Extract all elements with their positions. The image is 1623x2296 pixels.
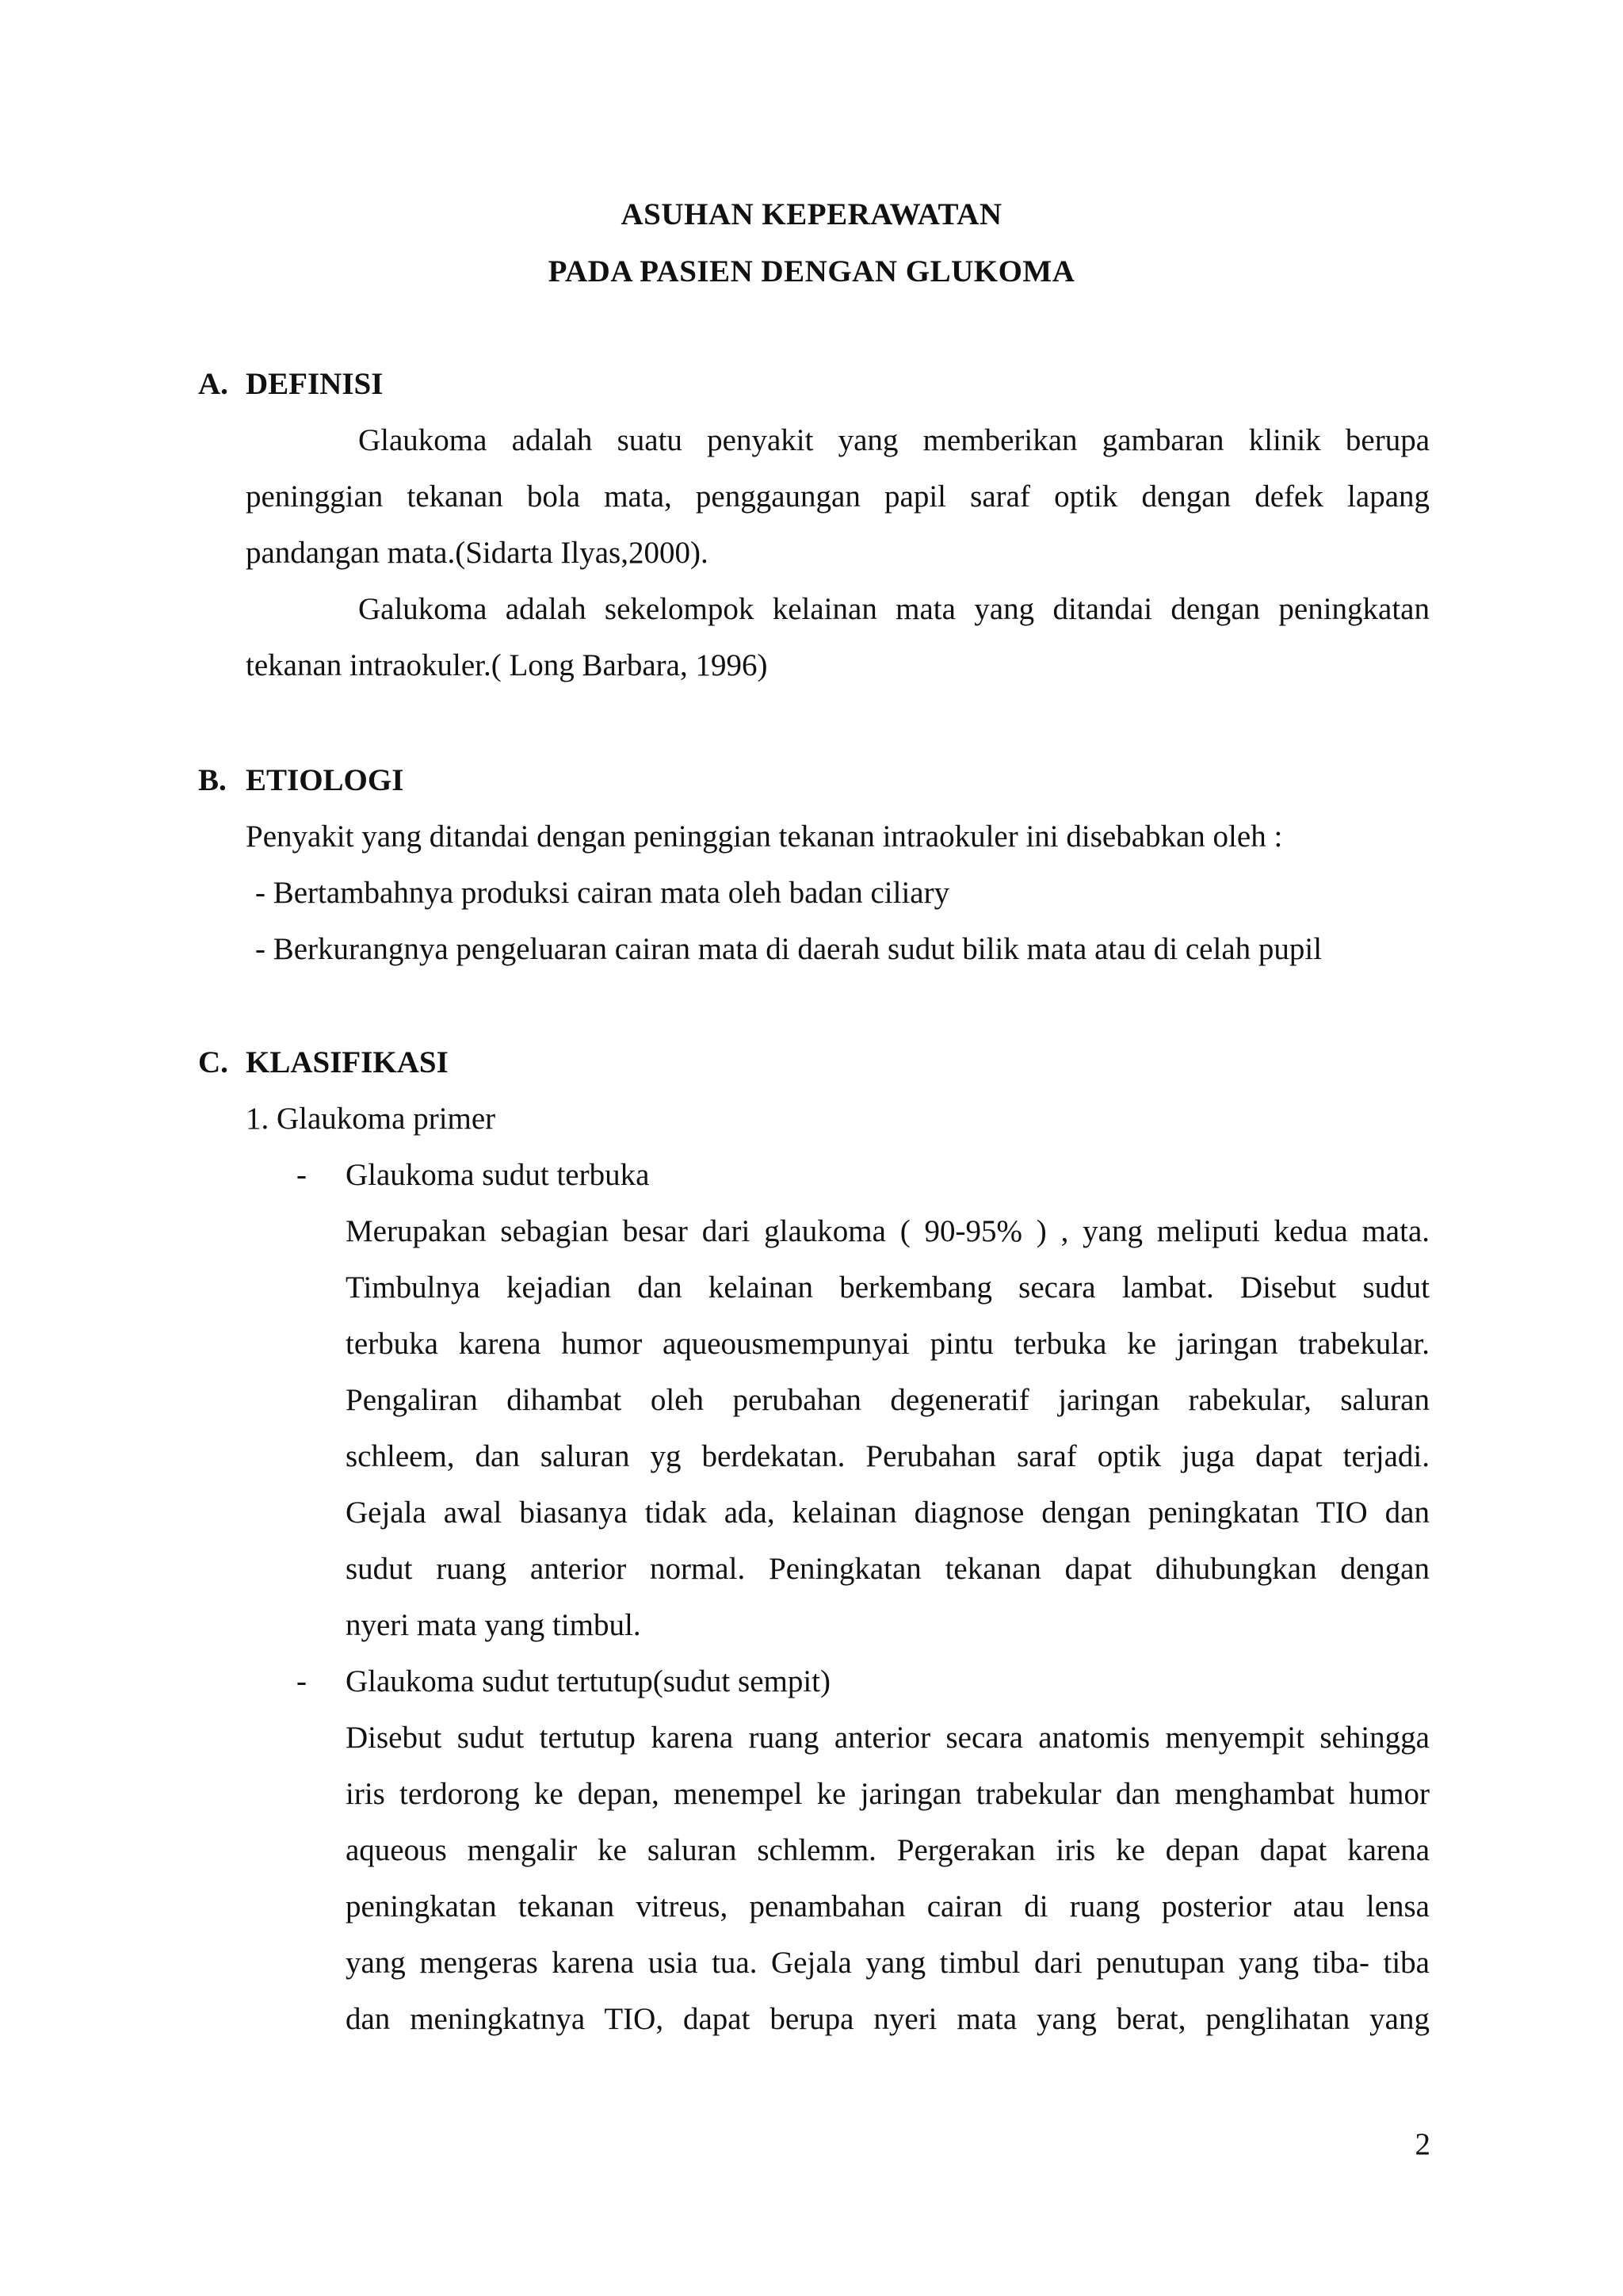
etiologi-item-2: - Berkurangnya pengeluaran cairan mata di daerah sudut bilik mata atau di celah pupil — [255, 932, 1323, 966]
etiologi-intro: Penyakit yang ditandai dengan peninggian tekanan intraokuler ini disebabkan oleh : — [246, 819, 1283, 854]
klasifikasi-item-1: 1. Glaukoma primer — [246, 1102, 496, 1136]
sub-item-2-line-6: dan meningkatnya TIO, dapat berupa nyeri mata yang berat, penglihatan yang — [346, 2002, 1430, 2036]
definisi-line-1: Glaukoma adalah suatu penyakit yang memberikan gambaran klinik berupa — [358, 423, 1430, 457]
sub-item-1-line-2: Timbulnya kejadian dan kelainan berkembang secara lambat. Disebut sudut — [346, 1270, 1430, 1305]
sub-item-2-line-2: iris terdorong ke depan, menempel ke jaringan trabekular dan menghambat humor — [346, 1777, 1430, 1811]
sub-item-1-line-8: nyeri mata yang timbul. — [346, 1608, 641, 1642]
sub-item-1-dash: - — [296, 1158, 307, 1192]
section-c-heading — [198, 1045, 449, 1080]
sub-item-2-title: Glaukoma sudut tertutup(sudut sempit) — [346, 1664, 831, 1698]
sub-item-2-line-4: peningkatan tekanan vitreus, penambahan cairan di ruang posterior atau lensa — [346, 1889, 1430, 1924]
document-title-line-1: ASUHAN KEPERAWATAN — [621, 197, 1002, 231]
definisi-line-2: peninggian tekanan bola mata, penggaungan papil saraf optik dengan defek lapang — [246, 479, 1430, 514]
section-b-heading — [198, 762, 403, 798]
section-b-title: ETIOLOGI — [246, 763, 404, 797]
section-b-letter: B. — [198, 763, 227, 797]
sub-item-1-line-7: sudut ruang anterior normal. Peningkatan tekanan dapat dihubungkan dengan — [346, 1552, 1430, 1586]
section-a-letter: A. — [198, 367, 228, 401]
sub-item-2-line-1: Disebut sudut tertutup karena ruang anterior secara anatomis menyempit sehingga — [346, 1721, 1430, 1755]
sub-item-1-line-6: Gejala awal biasanya tidak ada, kelainan diagnose dengan peningkatan TIO dan — [346, 1496, 1430, 1530]
sub-item-1-title: Glaukoma sudut terbuka — [346, 1158, 650, 1192]
etiologi-item-1: - Bertambahnya produksi cairan mata oleh badan ciliary — [255, 876, 950, 910]
page-number: 2 — [1415, 2127, 1430, 2161]
definisi-line-5: tekanan intraokuler.( Long Barbara, 1996) — [246, 648, 768, 682]
document-title-line-2: PADA PASIEN DENGAN GLUKOMA — [548, 254, 1075, 288]
section-a-heading — [198, 366, 383, 402]
sub-item-1-line-1: Merupakan sebagian besar dari glaukoma ( 90-95% ) , yang meliputi kedua mata. — [346, 1214, 1430, 1248]
definisi-line-4: Galukoma adalah sekelompok kelainan mata yang ditandai dengan peningkatan — [358, 592, 1430, 626]
section-a-title: DEFINISI — [246, 367, 384, 401]
sub-item-1-line-4: Pengaliran dihambat oleh perubahan degeneratif jaringan rabekular, saluran — [346, 1383, 1430, 1417]
section-c-title: KLASIFIKASI — [246, 1045, 449, 1079]
section-c-letter: C. — [198, 1045, 228, 1079]
sub-item-1-line-3: terbuka karena humor aqueousmempunyai pintu terbuka ke jaringan trabekular. — [346, 1327, 1430, 1361]
sub-item-2-line-5: yang mengeras karena usia tua. Gejala yang timbul dari penutupan yang tiba- tiba — [346, 1946, 1430, 1980]
sub-item-2-line-3: aqueous mengalir ke saluran schlemm. Pergerakan iris ke depan dapat karena — [346, 1833, 1430, 1867]
sub-item-1-line-5: schleem, dan saluran yg berdekatan. Perubahan saraf optik juga dapat terjadi. — [346, 1439, 1430, 1473]
definisi-line-3: pandangan mata.(Sidarta Ilyas,2000). — [246, 536, 708, 570]
sub-item-2-dash: - — [296, 1664, 307, 1698]
